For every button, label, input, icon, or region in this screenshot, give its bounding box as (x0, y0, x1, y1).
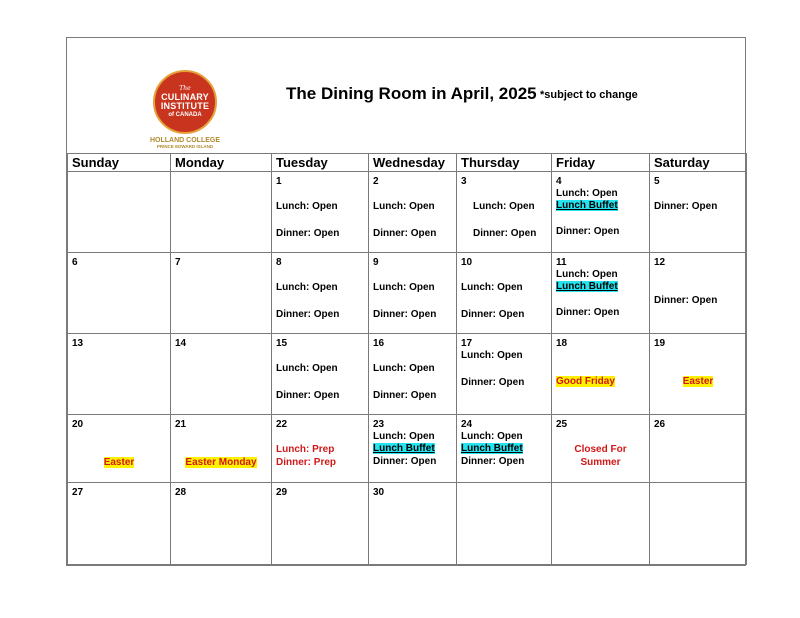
calendar-frame (66, 37, 746, 566)
dinner-status: Dinner: Open (461, 456, 525, 467)
date-number: 20 (72, 419, 84, 430)
logo-region: PRINCE EDWARD ISLAND (156, 144, 214, 149)
logo-line-culinary: CULINARY (161, 92, 209, 102)
day-cell (457, 253, 552, 334)
date-number: 6 (72, 257, 78, 268)
easter-label-wrap (68, 457, 170, 468)
good-friday-label: Good Friday (556, 376, 615, 387)
easter-label-wrap (650, 376, 746, 387)
dinner-status: Dinner: Open (276, 309, 340, 320)
week-row (68, 172, 747, 253)
date-number: 21 (175, 419, 187, 430)
week-row (68, 253, 747, 334)
day-cell-empty (552, 483, 650, 565)
dinner-status: Dinner: Open (276, 228, 340, 239)
day-cell-empty (650, 483, 747, 565)
day-cell (272, 415, 369, 483)
date-number: 23 (373, 419, 385, 430)
week-row (68, 334, 747, 415)
page-title: The Dining Room in April, 2025 (286, 84, 537, 103)
date-number: 24 (461, 419, 473, 430)
lunch-status: Lunch: Open (461, 282, 523, 293)
lunch-buffet-badge: Lunch Buffet (556, 200, 618, 211)
date-number: 5 (654, 176, 660, 187)
lunch-status: Lunch: Open (373, 282, 435, 293)
day-cell (369, 253, 457, 334)
date-number: 19 (654, 338, 666, 349)
easter-monday-label-wrap (171, 457, 271, 468)
date-number: 2 (373, 176, 379, 187)
day-cell-empty (171, 172, 272, 253)
date-number: 13 (72, 338, 84, 349)
dinner-status: Dinner: Open (461, 377, 525, 388)
lunch-status: Lunch: Open (276, 363, 338, 374)
date-number: 15 (276, 338, 288, 349)
day-cell (650, 253, 747, 334)
closed-for-label: Closed For (574, 444, 627, 455)
date-number: 8 (276, 257, 282, 268)
day-cell-empty (68, 172, 171, 253)
lunch-status: Lunch: Open (473, 201, 535, 212)
weekday-friday: Friday (552, 154, 650, 172)
day-cell (272, 334, 369, 415)
day-cell (272, 172, 369, 253)
logo-seal (153, 70, 217, 134)
dinner-status: Dinner: Open (373, 456, 437, 467)
calendar-table (67, 153, 747, 565)
easter-label: Easter (103, 457, 135, 468)
dinner-status: Dinner: Open (556, 226, 620, 237)
culinary-institute-logo (149, 70, 221, 149)
weekday-monday: Monday (171, 154, 272, 172)
calendar-header (67, 38, 745, 154)
date-number: 28 (175, 487, 187, 498)
lunch-buffet-badge: Lunch Buffet (373, 443, 435, 454)
summer-label: Summer (580, 457, 621, 468)
day-cell (457, 415, 552, 483)
dinner-status: Dinner: Open (373, 390, 437, 401)
lunch-status: Lunch: Open (461, 350, 523, 361)
date-number: 1 (276, 176, 282, 187)
day-cell (650, 334, 747, 415)
date-number: 26 (654, 419, 666, 430)
weekday-header-row (68, 154, 747, 172)
subject-to-change-note: *subject to change (540, 89, 638, 101)
lunch-status: Lunch: Open (556, 188, 618, 199)
date-number: 4 (556, 176, 562, 187)
weekday-sunday: Sunday (68, 154, 171, 172)
date-number: 22 (276, 419, 288, 430)
weekday-tuesday: Tuesday (272, 154, 369, 172)
date-number: 3 (461, 176, 467, 187)
date-number: 30 (373, 487, 385, 498)
day-cell (171, 334, 272, 415)
day-cell (369, 334, 457, 415)
dinner-status: Dinner: Open (654, 295, 718, 306)
day-cell (650, 172, 747, 253)
date-number: 14 (175, 338, 187, 349)
date-number: 10 (461, 257, 473, 268)
dinner-status: Dinner: Open (473, 228, 537, 239)
day-cell (171, 483, 272, 565)
day-cell (369, 172, 457, 253)
day-cell (552, 415, 650, 483)
easter-monday-label: Easter Monday (185, 457, 257, 468)
dinner-prep: Dinner: Prep (276, 457, 337, 468)
day-cell (457, 334, 552, 415)
dinner-status: Dinner: Open (373, 228, 437, 239)
date-number: 29 (276, 487, 288, 498)
day-cell (68, 415, 171, 483)
dinner-status: Dinner: Open (461, 309, 525, 320)
date-number: 7 (175, 257, 181, 268)
date-number: 25 (556, 419, 568, 430)
dinner-status: Dinner: Open (556, 307, 620, 318)
day-cell (68, 253, 171, 334)
weekday-wednesday: Wednesday (369, 154, 457, 172)
date-number: 18 (556, 338, 568, 349)
dinner-status: Dinner: Open (276, 390, 340, 401)
dinner-status: Dinner: Open (654, 201, 718, 212)
day-cell-empty (457, 483, 552, 565)
day-cell (369, 483, 457, 565)
logo-line-the: The (179, 85, 191, 92)
day-cell (68, 483, 171, 565)
lunch-buffet-badge: Lunch Buffet (556, 281, 618, 292)
date-number: 11 (556, 257, 567, 268)
lunch-status: Lunch: Open (461, 431, 523, 442)
lunch-status: Lunch: Open (373, 201, 435, 212)
day-cell (552, 334, 650, 415)
weekday-saturday: Saturday (650, 154, 747, 172)
day-cell (552, 172, 650, 253)
dinner-status: Dinner: Open (373, 309, 437, 320)
logo-line-institute: INSTITUTE (160, 101, 210, 111)
day-cell (171, 415, 272, 483)
lunch-status: Lunch: Open (276, 201, 338, 212)
date-number: 9 (373, 257, 379, 268)
lunch-status: Lunch: Open (373, 363, 435, 374)
week-row (68, 483, 747, 565)
date-number: 16 (373, 338, 385, 349)
date-number: 27 (72, 487, 84, 498)
logo-college: HOLLAND COLLEGE (150, 137, 220, 144)
day-cell (457, 172, 552, 253)
easter-label: Easter (682, 376, 714, 387)
logo-line-canada: of CANADA (168, 112, 202, 118)
lunch-status: Lunch: Open (373, 431, 435, 442)
date-number: 12 (654, 257, 666, 268)
week-row (68, 415, 747, 483)
day-cell (171, 253, 272, 334)
day-cell (272, 483, 369, 565)
weekday-thursday: Thursday (457, 154, 552, 172)
day-cell (650, 415, 747, 483)
day-cell (369, 415, 457, 483)
lunch-prep: Lunch: Prep (276, 444, 335, 455)
lunch-status: Lunch: Open (276, 282, 338, 293)
lunch-buffet-badge: Lunch Buffet (461, 443, 523, 454)
date-number: 17 (461, 338, 473, 349)
day-cell (68, 334, 171, 415)
lunch-status: Lunch: Open (556, 269, 618, 280)
day-cell (272, 253, 369, 334)
day-cell (552, 253, 650, 334)
